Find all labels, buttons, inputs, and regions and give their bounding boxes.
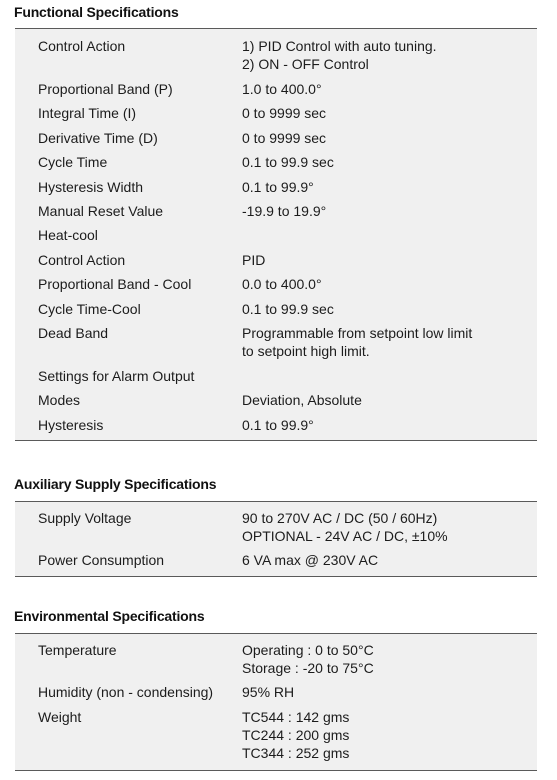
- spec-label: Derivative Time (D): [38, 130, 158, 146]
- spec-value: 0.1 to 99.9°: [242, 179, 314, 195]
- section-title: Auxiliary Supply Specifications: [14, 476, 217, 492]
- spec-value: Programmable from setpoint low limit to setpoint high limit.: [242, 325, 473, 359]
- spec-label: Weight: [38, 709, 82, 725]
- spec-label: Control Action: [38, 252, 126, 268]
- spec-table: [15, 633, 537, 771]
- spec-group-label: Heat-cool: [38, 227, 98, 243]
- spec-value: -19.9 to 19.9°: [242, 203, 327, 219]
- spec-value: 1) PID Control with auto tuning. 2) ON - OFF Control: [242, 38, 437, 72]
- spec-value: 6 VA max @ 230V AC: [242, 552, 379, 568]
- spec-table: [15, 501, 537, 577]
- spec-group-label: Settings for Alarm Output: [38, 368, 195, 384]
- spec-label: Cycle Time: [38, 154, 108, 170]
- spec-value: 0.1 to 99.9°: [242, 417, 314, 433]
- spec-label: Temperature: [38, 642, 117, 658]
- spec-label: Cycle Time-Cool: [38, 301, 141, 317]
- spec-value: 0.1 to 99.9 sec: [242, 301, 334, 317]
- spec-value: 0 to 9999 sec: [242, 105, 327, 121]
- spec-value: Operating : 0 to 50°C Storage : -20 to 75°C: [242, 642, 374, 676]
- spec-value: 0.1 to 99.9 sec: [242, 154, 334, 170]
- spec-value: TC544 : 142 gms TC244 : 200 gms TC344 : 252 gms: [242, 709, 350, 761]
- spec-value: 0.0 to 400.0°: [242, 276, 322, 292]
- section-title: Functional Specifications: [14, 4, 179, 20]
- spec-label: Modes: [38, 392, 81, 408]
- spec-table: [15, 28, 537, 441]
- spec-label: Supply Voltage: [38, 510, 132, 526]
- spec-value: 1.0 to 400.0°: [242, 81, 322, 97]
- spec-label: Proportional Band (P): [38, 81, 173, 97]
- spec-value: 95% RH: [242, 684, 295, 700]
- spec-label: Dead Band: [38, 325, 109, 341]
- spec-label: Manual Reset Value: [38, 203, 164, 219]
- spec-label: Hysteresis: [38, 417, 104, 433]
- spec-value: 90 to 270V AC / DC (50 / 60Hz) OPTIONAL - 24V AC / DC, ±10%: [242, 510, 448, 544]
- spec-label: Integral Time (I): [38, 105, 137, 121]
- section-title: Environmental Specifications: [14, 608, 205, 624]
- spec-value: 0 to 9999 sec: [242, 130, 327, 146]
- spec-label: Power Consumption: [38, 552, 165, 568]
- spec-value: PID: [242, 252, 266, 268]
- spec-label: Control Action: [38, 38, 126, 54]
- spec-label: Hysteresis Width: [38, 179, 144, 195]
- spec-label: Proportional Band - Cool: [38, 276, 192, 292]
- spec-value: Deviation, Absolute: [242, 392, 362, 408]
- spec-label: Humidity (non - condensing): [38, 684, 214, 700]
